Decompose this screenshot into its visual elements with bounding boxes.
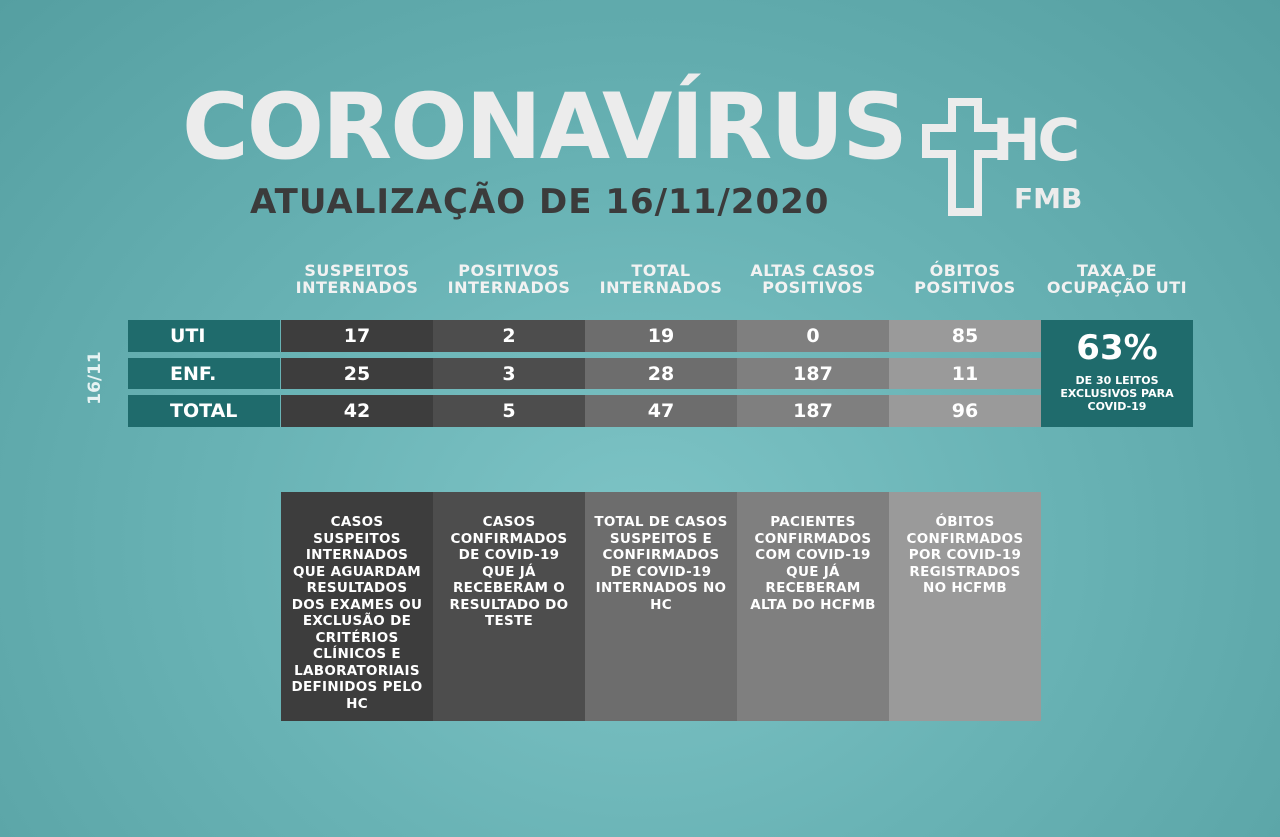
column-header: ALTAS CASOS POSITIVOS [750,261,876,297]
table-cell: 47 [585,395,737,427]
table-cell: 187 [737,395,889,427]
table-cell: 17 [281,320,433,352]
column-header: ÓBITOS POSITIVOS [914,261,1016,297]
row-label: UTI [128,320,280,352]
column-header: TAXA DE OCUPAÇÃO UTI [1046,261,1188,297]
hcfmb-logo [922,96,1097,216]
column-description: ÓBITOS CONFIRMADOS POR COVID-19 REGISTRADOS NO HCFMB [889,492,1041,721]
table-cell: 11 [889,358,1041,389]
uti-occupancy-value: 63% [1076,328,1158,368]
table-cell: 19 [585,320,737,352]
table-cell: 25 [281,358,433,389]
row-label: TOTAL [128,395,280,427]
column-description: CASOS CONFIRMADOS DE COVID-19 QUE JÁ RECEBERAM O RESULTADO DO TESTE [433,492,585,721]
table-cell: 28 [585,358,737,389]
table-cell: 85 [889,320,1041,352]
row-label: ENF. [128,358,280,389]
date-side-label [78,351,112,405]
table-cell: 5 [433,395,585,427]
uti-occupancy-note: DE 30 LEITOS EXCLUSIVOS PARA COVID-19 [1060,374,1174,413]
update-date-subtitle: ATUALIZAÇÃO DE 16/11/2020 [250,182,830,222]
column-description: PACIENTES CONFIRMADOS COM COVID-19 QUE JÁ RECEBERAM ALTA DO HCFMB [737,492,889,721]
table-cell: 96 [889,395,1041,427]
logo-fmb-text: FMB [1014,182,1083,215]
table-cell: 0 [737,320,889,352]
table-cell: 2 [433,320,585,352]
column-header: SUSPEITOS INTERNADOS [295,261,419,297]
date-side-text: 16/11 [85,351,105,405]
table-cell: 3 [433,358,585,389]
table-cell: 42 [281,395,433,427]
page-title: CORONAVÍRUS [182,75,906,180]
column-description: TOTAL DE CASOS SUSPEITOS E CONFIRMADOS DE COVID-19 INTERNADOS NO HC [585,492,737,721]
logo-hc-text: HC [992,106,1078,174]
column-header: TOTAL INTERNADOS [599,261,723,297]
table-cell: 187 [737,358,889,389]
column-description: CASOS SUSPEITOS INTERNADOS QUE AGUARDAM RESULTADOS DOS EXAMES OU EXCLUSÃO DE CRITÉRIOS CLÍNICOS E LABORATORIAIS DEFINIDOS PELO HC [281,492,433,721]
uti-occupancy-box [1041,320,1193,427]
column-header: POSITIVOS INTERNADOS [447,261,571,297]
